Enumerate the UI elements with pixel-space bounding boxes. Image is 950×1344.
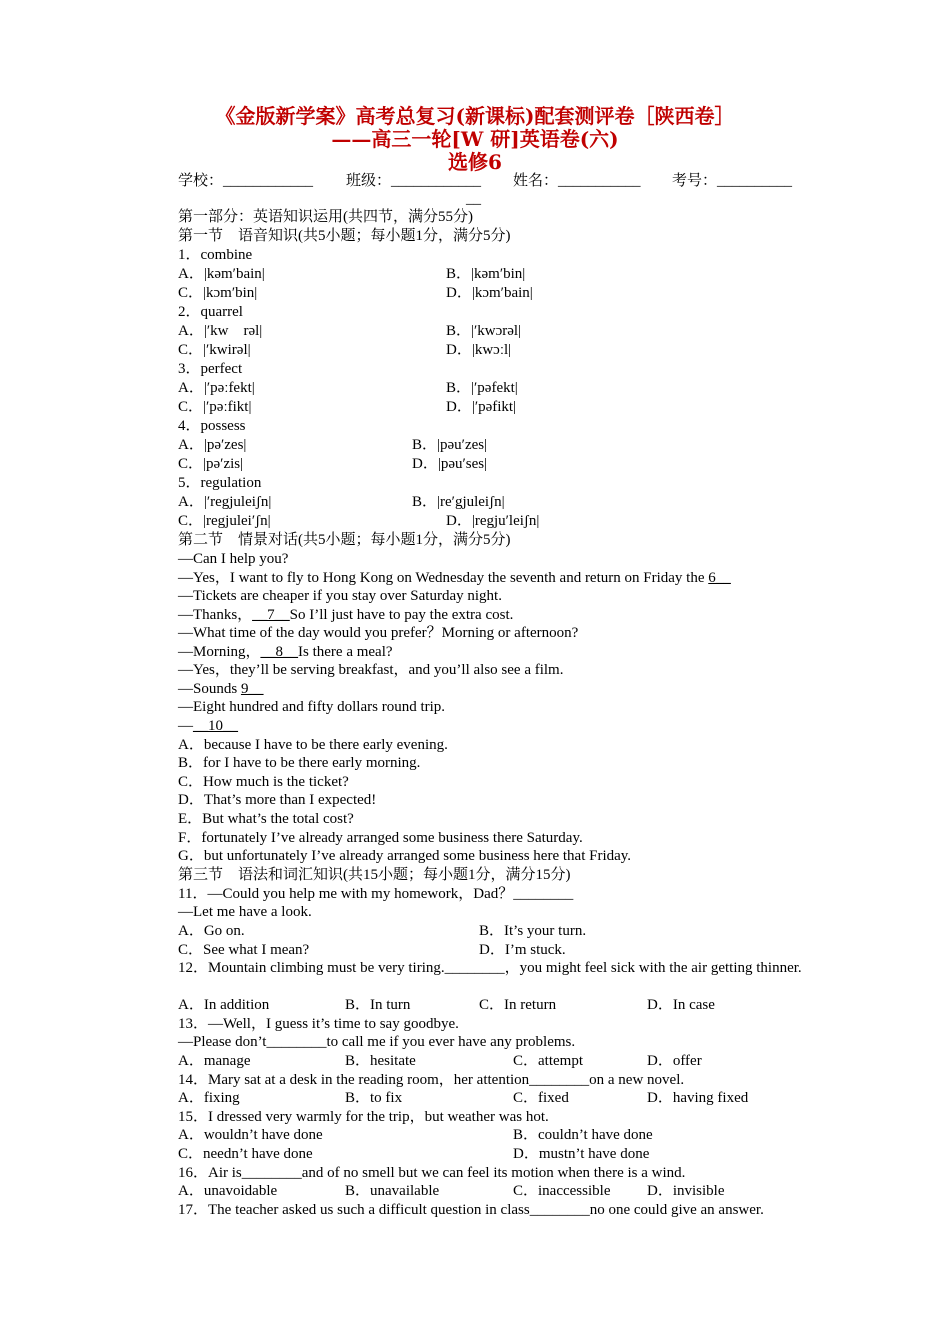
option-a: A．|kəm′bain| [178, 266, 265, 282]
option-c: C．|kɔm′bin| [178, 285, 258, 301]
option-a: A．wouldn’t have done [178, 1127, 323, 1143]
title-line-1: 《金版新学案》高考总复习(新课标)配套测评卷［陕西卷］ [215, 104, 735, 128]
dialog-text: Is there a meal? [298, 644, 393, 660]
dialog-text: — [178, 718, 193, 734]
dialog-text: —Morning， [178, 644, 261, 660]
option-b: B．|′kwɔrəl| [446, 323, 522, 339]
dialog-line: —Eight hundred and fifty dollars round trip. [178, 699, 446, 715]
option-a: A．|′pəːfekt| [178, 380, 255, 396]
section3-heading: 第三节 语法和词汇知识(共15小题；每小题1分，满分15分) [178, 867, 571, 883]
dialog-line: —Can I help you? [178, 551, 289, 567]
blank-10: __10__ [193, 718, 238, 734]
option-a: A．|pə′zes| [178, 437, 247, 453]
option-d: D．|kwɔːl| [446, 342, 512, 358]
dialog-text: —Thanks， [178, 607, 253, 623]
option-b: B．couldn’t have done [513, 1127, 653, 1143]
question-stem-cont: —Let me have a look. [178, 904, 312, 920]
option-d: D．I’m stuck. [479, 942, 566, 958]
option-d: D．offer [647, 1053, 702, 1069]
question-stem: 2．quarrel [178, 304, 243, 320]
question-stem: 1．combine [178, 247, 253, 263]
dialog-line: —What time of the day would you prefer？Morning or afternoon? [178, 625, 579, 641]
option-a: A．manage [178, 1053, 251, 1069]
name-field: 姓名：___________ [513, 173, 641, 189]
exam-number-tail: __ [466, 191, 481, 207]
option-c: C．inaccessible [513, 1183, 611, 1199]
option-d: D．|pəu′ses| [412, 456, 488, 472]
question-stem: 14．Mary sat at a desk in the reading room，her attention________on a new novel. [178, 1072, 685, 1088]
option-b: B．hesitate [345, 1053, 416, 1069]
question-stem: 11．—Could you help me with my homework，Dad？________ [178, 886, 574, 902]
option-a: A．|′regjuleiʃn| [178, 494, 272, 510]
dialog-option: C．How much is the ticket? [178, 774, 349, 790]
dialog-text: —Sounds [178, 681, 241, 697]
option-c: C．|′pəːfikt| [178, 399, 252, 415]
option-b: B．|pəu′zes| [412, 437, 488, 453]
question-stem: 15．I dressed very warmly for the trip，but weather was hot. [178, 1109, 549, 1125]
option-c: C．needn’t have done [178, 1146, 313, 1162]
option-c: C．fixed [513, 1090, 569, 1106]
option-c: C．|pə′zis| [178, 456, 244, 472]
dialog-option: F．fortunately I’ve already arranged some business there Saturday. [178, 830, 583, 846]
question-stem: 17．The teacher asked us such a difficult question in class________no one could give an answer. [178, 1202, 764, 1218]
question-stem: 4．possess [178, 418, 246, 434]
option-d: D．having fixed [647, 1090, 749, 1106]
option-d: D．invisible [647, 1183, 725, 1199]
question-stem: 16．Air is________and of no smell but we can feel its motion when there is a wind. [178, 1165, 686, 1181]
option-c: C．In return [479, 997, 557, 1013]
option-d: D．|regju′leiʃn| [446, 513, 540, 529]
option-a: A．fixing [178, 1090, 240, 1106]
dialog-option: G．but unfortunately I’ve already arranged some business here that Friday. [178, 848, 632, 864]
blank-6: 6__ [708, 570, 731, 586]
question-stem: 13．—Well，I guess it’s time to say goodbye. [178, 1016, 459, 1032]
option-b: B．to fix [345, 1090, 403, 1106]
option-d: D．|′pəfikt| [446, 399, 517, 415]
dialog-line [178, 569, 731, 587]
dialog-line [178, 643, 393, 661]
blank-9: 9__ [240, 681, 264, 697]
dialog-line [178, 606, 513, 624]
section1-heading: 第一节 语音知识(共5小题；每小题1分，满分5分) [178, 228, 511, 244]
dialog-line [178, 680, 263, 698]
blank-7: __7__ [252, 607, 290, 623]
exam-number-field: 考号：__________ [672, 173, 793, 189]
option-b: B．|kəm′bin| [446, 266, 526, 282]
section2-heading: 第二节 情景对话(共5小题；每小题1分，满分5分) [178, 532, 511, 548]
option-c: C．|regjulei′ʃn| [178, 513, 271, 529]
dialog-option: D．That’s more than I expected! [178, 792, 377, 808]
title-line-3: 选修6 [448, 150, 502, 174]
dialog-option: A．because I have to be there early evening. [178, 737, 448, 753]
dialog-line [178, 717, 238, 735]
option-d: D．In case [647, 997, 715, 1013]
dialog-text: —Yes，I want to fly to Hong Kong on Wednesday the seventh and return on Friday the [178, 570, 709, 586]
class-field: 班级：____________ [346, 173, 482, 189]
question-stem: 3．perfect [178, 361, 243, 377]
option-a: A．|′kw rəl| [178, 323, 263, 339]
title-line-2: ——高三一轮[W 研]英语卷(六) [331, 127, 619, 151]
option-a: A．Go on. [178, 923, 245, 939]
blank-8: __8__ [260, 644, 299, 660]
option-b: B．|′pəfekt| [446, 380, 518, 396]
option-c: C．attempt [513, 1053, 583, 1069]
part1-heading: 第一部分：英语知识运用(共四节，满分55分) [178, 209, 473, 225]
dialog-line: —Yes，they’ll be serving breakfast，and you’ll also see a film. [178, 662, 564, 678]
question-stem: 12．Mountain climbing must be very tiring.________，you might feel sick with the air getting thinner. [178, 960, 802, 976]
option-b: B．|re′gjuleiʃn| [412, 494, 505, 510]
option-d: D．|kɔm′bain| [446, 285, 533, 301]
option-b: B．It’s your turn. [479, 923, 587, 939]
dialog-option: E．But what’s the total cost? [178, 811, 354, 827]
question-stem: 5．regulation [178, 475, 262, 491]
option-a: A．unavoidable [178, 1183, 278, 1199]
dialog-option: B．for I have to be there early morning. [178, 755, 421, 771]
question-stem-cont: —Please don’t________to call me if you ever have any problems. [178, 1034, 576, 1050]
option-b: B．In turn [345, 997, 411, 1013]
dialog-text: So I’ll just have to pay the extra cost. [289, 607, 514, 623]
option-c: C．|′kwirəl| [178, 342, 251, 358]
dialog-line: —Tickets are cheaper if you stay over Saturday night. [178, 588, 502, 604]
option-d: D．mustn’t have done [513, 1146, 650, 1162]
option-a: A．In addition [178, 997, 270, 1013]
option-b: B．unavailable [345, 1183, 440, 1199]
option-c: C．See what I mean? [178, 942, 310, 958]
school-field: 学校：____________ [178, 173, 314, 189]
